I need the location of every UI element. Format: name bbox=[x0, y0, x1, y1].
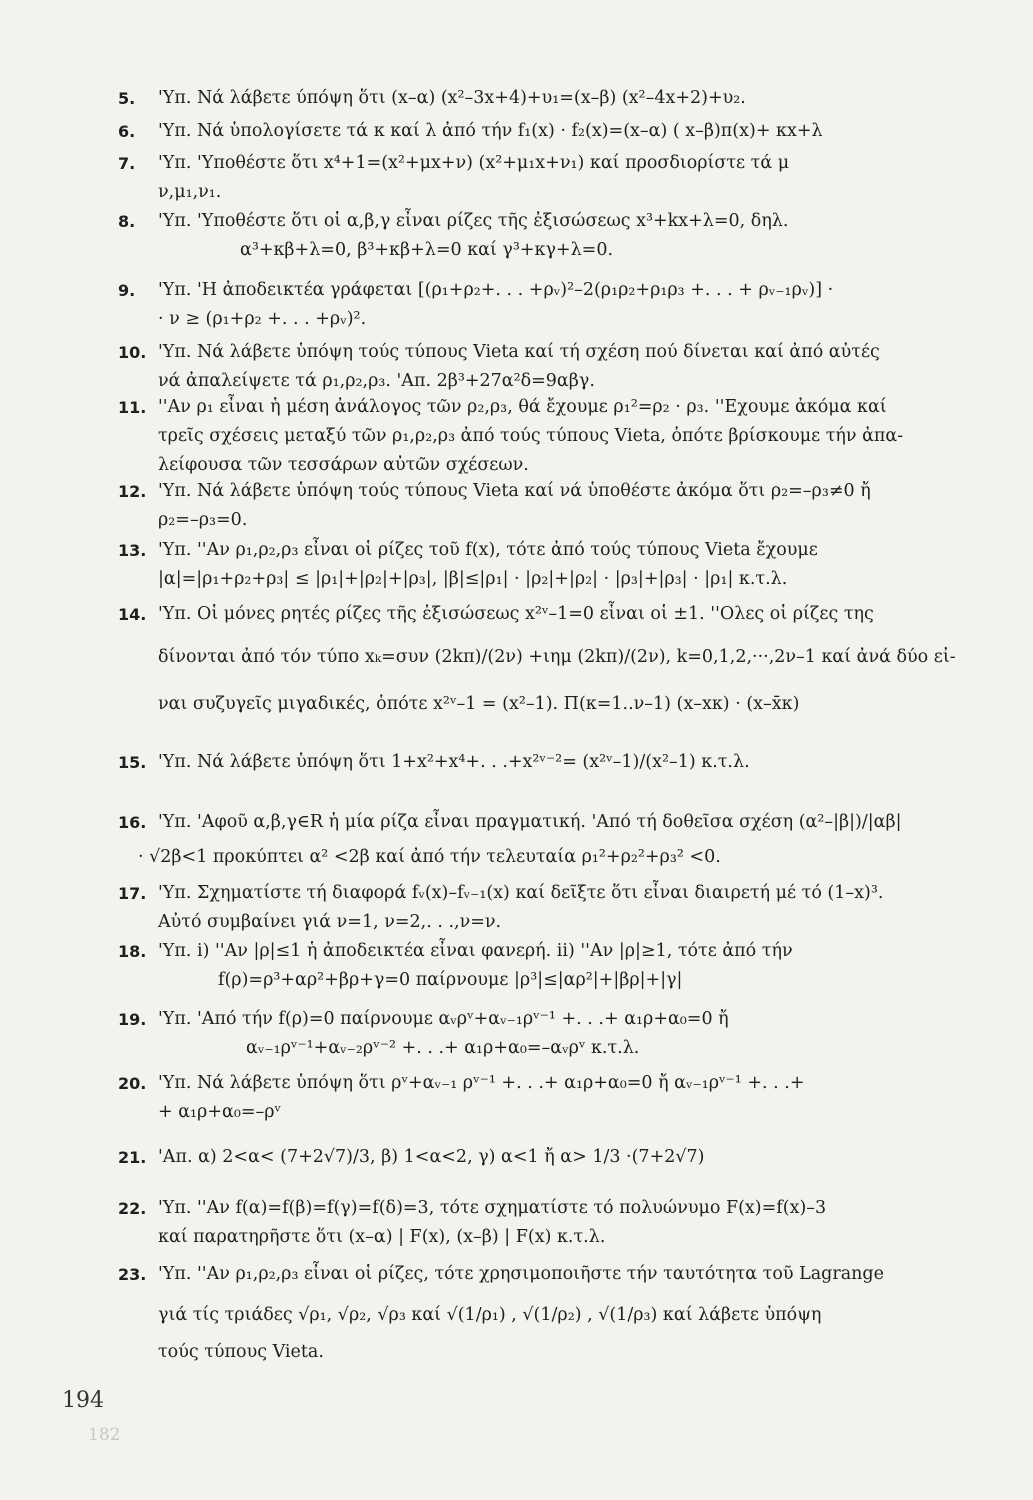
exercise-number: 9. bbox=[118, 281, 136, 300]
exercise-16 bbox=[118, 808, 918, 872]
exercise-line: α³+κβ+λ=0, β³+κβ+λ=0 καί γ³+κγ+λ=0. bbox=[240, 240, 614, 260]
exercise-number: 8. bbox=[118, 212, 136, 231]
exercise-11 bbox=[118, 393, 918, 480]
exercise-14 bbox=[118, 600, 956, 719]
exercise-number: 7. bbox=[118, 154, 136, 173]
exercise-number: 23. bbox=[118, 1265, 147, 1284]
exercise-number: 12. bbox=[118, 482, 147, 501]
exercise-line: + α₁ρ+α₀=–ρᵛ bbox=[158, 1102, 282, 1122]
exercise-line: · √2β<1 προκύπτει α² <2β καί ἀπό τήν τελευταία ρ₁²+ρ₂²+ρ₃² <0. bbox=[138, 847, 721, 867]
exercise-number: 22. bbox=[118, 1199, 147, 1218]
exercise-line: · ν ≥ (ρ₁+ρ₂ +. . . +ρᵥ)². bbox=[158, 309, 367, 329]
exercise-line: αᵥ₋₁ρᵛ⁻¹+αᵥ₋₂ρᵛ⁻² +. . .+ α₁ρ+α₀=–αᵥρᵛ κ.τ.λ. bbox=[246, 1038, 640, 1058]
bleed-through-page-number: 182 bbox=[88, 1425, 121, 1445]
exercise-number: 20. bbox=[118, 1074, 147, 1093]
exercise-18 bbox=[118, 937, 918, 995]
exercise-line: 'Υπ. i) ''Αν |ρ|≤1 ἡ ἀποδεικτέα εἶναι φανερή. ii) ''Αν |ρ|≥1, τότε ἀπό τήν bbox=[158, 941, 793, 961]
page-number: 194 bbox=[62, 1388, 104, 1413]
exercise-line: 'Υπ. Νά λάβετε ὑπόψη τούς τύπους Vieta καί τή σχέση πού δίνεται καί ἀπό αὐτές bbox=[158, 342, 880, 362]
exercise-15 bbox=[118, 748, 918, 777]
exercise-line: 'Υπ. Νά λάβετε ὑπόψη ὅτι ρᵛ+αᵥ₋₁ ρᵛ⁻¹ +. . .+ α₁ρ+α₀=0 ἤ αᵥ₋₁ρᵛ⁻¹ +. . .+ bbox=[158, 1073, 805, 1093]
exercise-line: τούς τύπους Vieta. bbox=[158, 1342, 324, 1362]
exercise-line: ν,μ₁,ν₁. bbox=[158, 182, 222, 202]
exercise-line: 'Υπ. Νά λάβετε ὑπόψη ὅτι 1+x²+x⁴+. . .+x²ᵛ⁻²= (x²ᵛ–1)/(x²–1) κ.τ.λ. bbox=[158, 752, 750, 772]
exercise-line: 'Υπ. ''Αν ρ₁,ρ₂,ρ₃ εἶναι οἱ ρίζες, τότε χρησιμοποιῆστε τήν ταυτότητα τοῦ Lagrange bbox=[158, 1264, 884, 1284]
exercise-line: ρ₂=–ρ₃=0. bbox=[158, 510, 248, 530]
exercise-22 bbox=[118, 1194, 918, 1252]
exercise-line: 'Υπ. ''Αν ρ₁,ρ₂,ρ₃ εἶναι οἱ ρίζες τοῦ f(x), τότε ἀπό τούς τύπους Vieta ἔχουμε bbox=[158, 540, 818, 560]
exercise-line: 'Υπ. Νά λάβετε ὑπόψη τούς τύπους Vieta καί νά ὑποθέστε ἀκόμα ὅτι ρ₂=–ρ₃≠0 ἤ bbox=[158, 481, 871, 501]
exercise-line: 'Απ. α) 2<α< (7+2√7)/3, β) 1<α<2, γ) α<1 ἤ α> 1/3 ·(7+2√7) bbox=[158, 1147, 705, 1167]
exercise-line: λείφουσα τῶν τεσσάρων αὐτῶν σχέσεων. bbox=[158, 455, 529, 475]
exercise-number: 21. bbox=[118, 1148, 147, 1167]
exercise-number: 17. bbox=[118, 884, 147, 903]
exercise-6 bbox=[118, 117, 918, 146]
exercise-line: 'Υπ. ''Αν f(α)=f(β)=f(γ)=f(δ)=3, τότε σχηματίστε τό πολυώνυμο F(x)=f(x)–3 bbox=[158, 1198, 827, 1218]
exercise-19 bbox=[118, 1005, 918, 1063]
exercise-line: ''Αν ρ₁ εἶναι ἡ μέση ἀνάλογος τῶν ρ₂,ρ₃, θά ἔχουμε ρ₁²=ρ₂ · ρ₃. ''Εχουμε ἀκόμα καί bbox=[158, 397, 887, 417]
exercise-line: 'Υπ. Σχηματίστε τή διαφορά fᵥ(x)–fᵥ₋₁(x) καί δεῖξτε ὅτι εἶναι διαιρετή μέ τό (1–x)³. bbox=[158, 883, 884, 903]
exercise-number: 11. bbox=[118, 398, 147, 417]
exercise-number: 13. bbox=[118, 541, 147, 560]
exercise-21 bbox=[118, 1143, 918, 1172]
exercise-line: Αὐτό συμβαίνει γιά ν=1, ν=2,. . .,ν=ν. bbox=[158, 912, 502, 932]
exercise-line: f(ρ)=ρ³+αρ²+βρ+γ=0 παίρνουμε |ρ³|≤|αρ²|+|βρ|+|γ| bbox=[218, 970, 683, 990]
exercise-number: 10. bbox=[118, 343, 147, 362]
exercise-8 bbox=[118, 207, 918, 265]
exercise-7 bbox=[118, 149, 918, 207]
exercise-number: 16. bbox=[118, 813, 147, 832]
exercise-line: δίνονται ἀπό τόν τύπο xₖ=συν (2kπ)/(2ν) +ιημ (2kπ)/(2ν), k=0,1,2,···,2ν–1 καί ἀνά δύο εἰ- bbox=[158, 647, 956, 667]
exercise-line: 'Υπ. 'Η ἀποδεικτέα γράφεται [(ρ₁+ρ₂+. . . +ρᵥ)²–2(ρ₁ρ₂+ρ₁ρ₃ +. . . + ρᵥ₋₁ρᵥ)] · bbox=[158, 280, 834, 300]
exercise-line: 'Υπ. 'Υποθέστε ὅτι οἱ α,β,γ εἶναι ρίζες τῆς ἐξισώσεως x³+kx+λ=0, δηλ. bbox=[158, 211, 789, 231]
exercise-number: 15. bbox=[118, 753, 147, 772]
exercise-13 bbox=[118, 536, 918, 594]
exercise-number: 5. bbox=[118, 89, 136, 108]
exercise-number: 19. bbox=[118, 1010, 147, 1029]
exercise-23 bbox=[118, 1260, 918, 1367]
exercise-line: 'Υπ. Οἱ μόνες ρητές ρίζες τῆς ἐξισώσεως x²ᵛ–1=0 εἶναι οἱ ±1. ''Ολες οἱ ρίζες της bbox=[158, 604, 874, 624]
exercise-5 bbox=[118, 84, 918, 113]
exercise-line: |α|=|ρ₁+ρ₂+ρ₃| ≤ |ρ₁|+|ρ₂|+|ρ₃|, |β|≤|ρ₁| · |ρ₂|+|ρ₂| · |ρ₃|+|ρ₃| · |ρ₁| κ.τ.λ. bbox=[158, 569, 788, 589]
exercise-line: 'Υπ. Νά ὑπολογίσετε τά κ καί λ ἀπό τήν f₁(x) · f₂(x)=(x–α) ( x–β)π(x)+ κx+λ bbox=[158, 121, 823, 141]
exercise-number: 6. bbox=[118, 122, 136, 141]
exercise-line: καί παρατηρῆστε ὅτι (x–α) | F(x), (x–β) | F(x) κ.τ.λ. bbox=[158, 1227, 606, 1247]
exercise-20 bbox=[118, 1069, 918, 1127]
exercise-12 bbox=[118, 477, 918, 535]
exercise-line: 'Υπ. 'Από τήν f(ρ)=0 παίρνουμε αᵥρᵛ+αᵥ₋₁ρᵛ⁻¹ +. . .+ α₁ρ+α₀=0 ἤ bbox=[158, 1009, 729, 1029]
exercise-9 bbox=[118, 276, 918, 334]
exercise-line: νά ἀπαλείψετε τά ρ₁,ρ₂,ρ₃. 'Απ. 2β³+27α²δ=9αβγ. bbox=[158, 371, 595, 391]
exercise-line: 'Υπ. Νά λάβετε ύπόψη ὅτι (x–α) (x²–3x+4)+υ₁=(x–β) (x²–4x+2)+υ₂. bbox=[158, 88, 746, 108]
exercise-number: 14. bbox=[118, 605, 147, 624]
exercise-line: 'Υπ. 'Αφοῦ α,β,γ∈R ἡ μία ρίζα εἶναι πραγματική. 'Από τή δοθεῖσα σχέση (α²–|β|)/|αβ| bbox=[158, 812, 902, 832]
exercise-line: γιά τίς τριάδες √ρ₁, √ρ₂, √ρ₃ καί √(1/ρ₁) , √(1/ρ₂) , √(1/ρ₃) καί λάβετε ὑπόψη bbox=[158, 1305, 822, 1325]
exercise-line: τρεῖς σχέσεις μεταξύ τῶν ρ₁,ρ₂,ρ₃ ἀπό τούς τύπους Vieta, ὁπότε βρίσκουμε τήν ἀπα- bbox=[158, 426, 904, 446]
exercise-17 bbox=[118, 879, 918, 937]
exercise-number: 18. bbox=[118, 942, 147, 961]
exercise-line: 'Υπ. 'Υποθέστε ὅτι x⁴+1=(x²+μx+ν) (x²+μ₁x+ν₁) καί προσδιορίστε τά μ bbox=[158, 153, 790, 173]
exercise-10 bbox=[118, 338, 918, 396]
exercise-line: ναι συζυγεῖς μιγαδικές, ὁπότε x²ᵛ–1 = (x²–1). Π(κ=1..ν–1) (x–xκ) · (x–x̄κ) bbox=[158, 694, 800, 714]
